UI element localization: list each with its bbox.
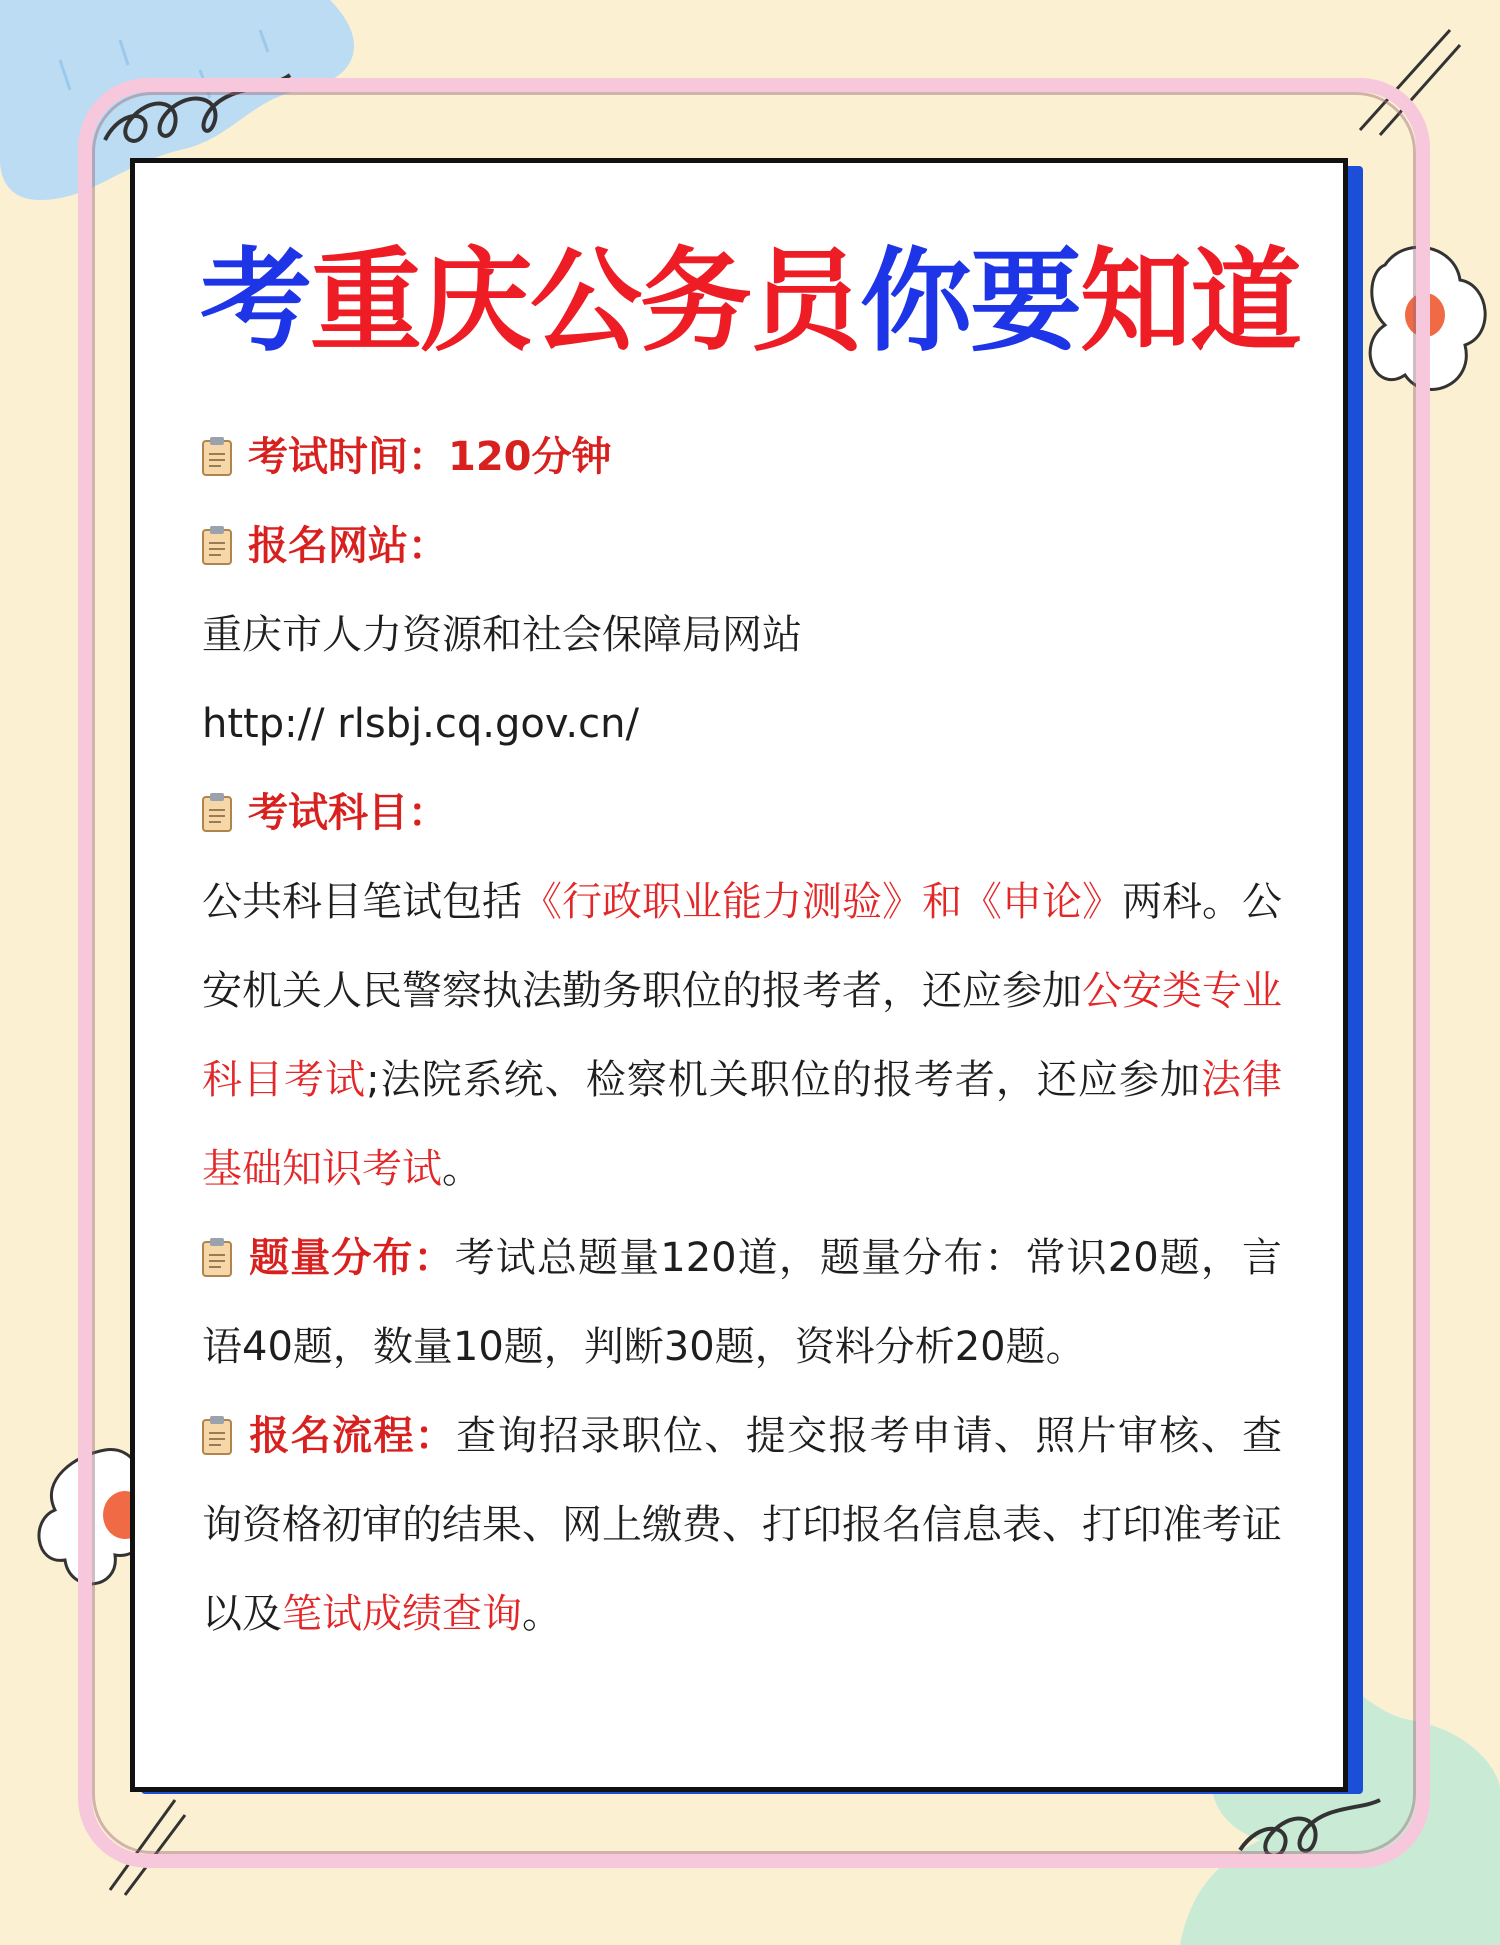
section-subjects-heading	[202, 769, 1282, 858]
section-process	[202, 1392, 1282, 1659]
content-body	[202, 413, 1282, 1659]
distribution-heading: 题量分布：	[248, 1235, 455, 1281]
website-name: 重庆市人力资源和社会保障局网站	[202, 612, 802, 658]
title-part-3: 你要	[860, 237, 1080, 367]
title-part-2: 重庆公务员	[310, 237, 860, 367]
title-part-4: 知道	[1080, 237, 1300, 367]
clipboard-icon	[202, 792, 232, 832]
section-website	[202, 502, 1282, 591]
distribution-text: 考试总题量120道，题量分布：常识20题，言语40题，数量10题，判断30题，资料分析20题。	[202, 1235, 1282, 1370]
subjects-text-4: 。	[442, 1146, 482, 1192]
subjects-text-2: 两科。公安机关人民警察执法勤务职位的报考者，还应参加	[202, 879, 1282, 1014]
clipboard-icon	[202, 1415, 232, 1455]
clipboard-icon	[202, 525, 232, 565]
exam-time-heading: 考试时间：120分钟	[248, 434, 612, 480]
subjects-text-1: 公共科目笔试包括	[202, 879, 522, 925]
website-heading: 报名网站：	[248, 523, 448, 569]
title-part-1: 考	[200, 237, 310, 367]
subjects-text	[202, 858, 1282, 1214]
subjects-highlight-2: 公安类专业科目考试	[202, 968, 1282, 1103]
section-exam-time	[202, 413, 1282, 502]
subjects-highlight-1: 《行政职业能力测验》和《申论》	[522, 879, 1122, 925]
section-distribution	[202, 1214, 1282, 1392]
process-text-1: 查询招录职位、提交报考申请、照片审核、查询资格初审的结果、网上缴费、打印报名信息表、打印准考证以及	[202, 1413, 1283, 1637]
process-heading: 报名流程：	[248, 1413, 457, 1459]
subjects-text-3: ;法院系统、检察机关职位的报考者，还应参加	[366, 1057, 1201, 1103]
clipboard-icon	[202, 436, 232, 476]
process-highlight-1: 笔试成绩查询	[282, 1591, 522, 1637]
website-url[interactable]: http:// rlsbj.cq.gov.cn/	[202, 701, 639, 747]
subjects-heading: 考试科目：	[248, 790, 448, 836]
process-text-2: 。	[522, 1591, 562, 1637]
subjects-highlight-3: 法律基础知识考试	[202, 1057, 1283, 1192]
clipboard-icon	[202, 1237, 232, 1277]
page-title	[0, 232, 1500, 372]
